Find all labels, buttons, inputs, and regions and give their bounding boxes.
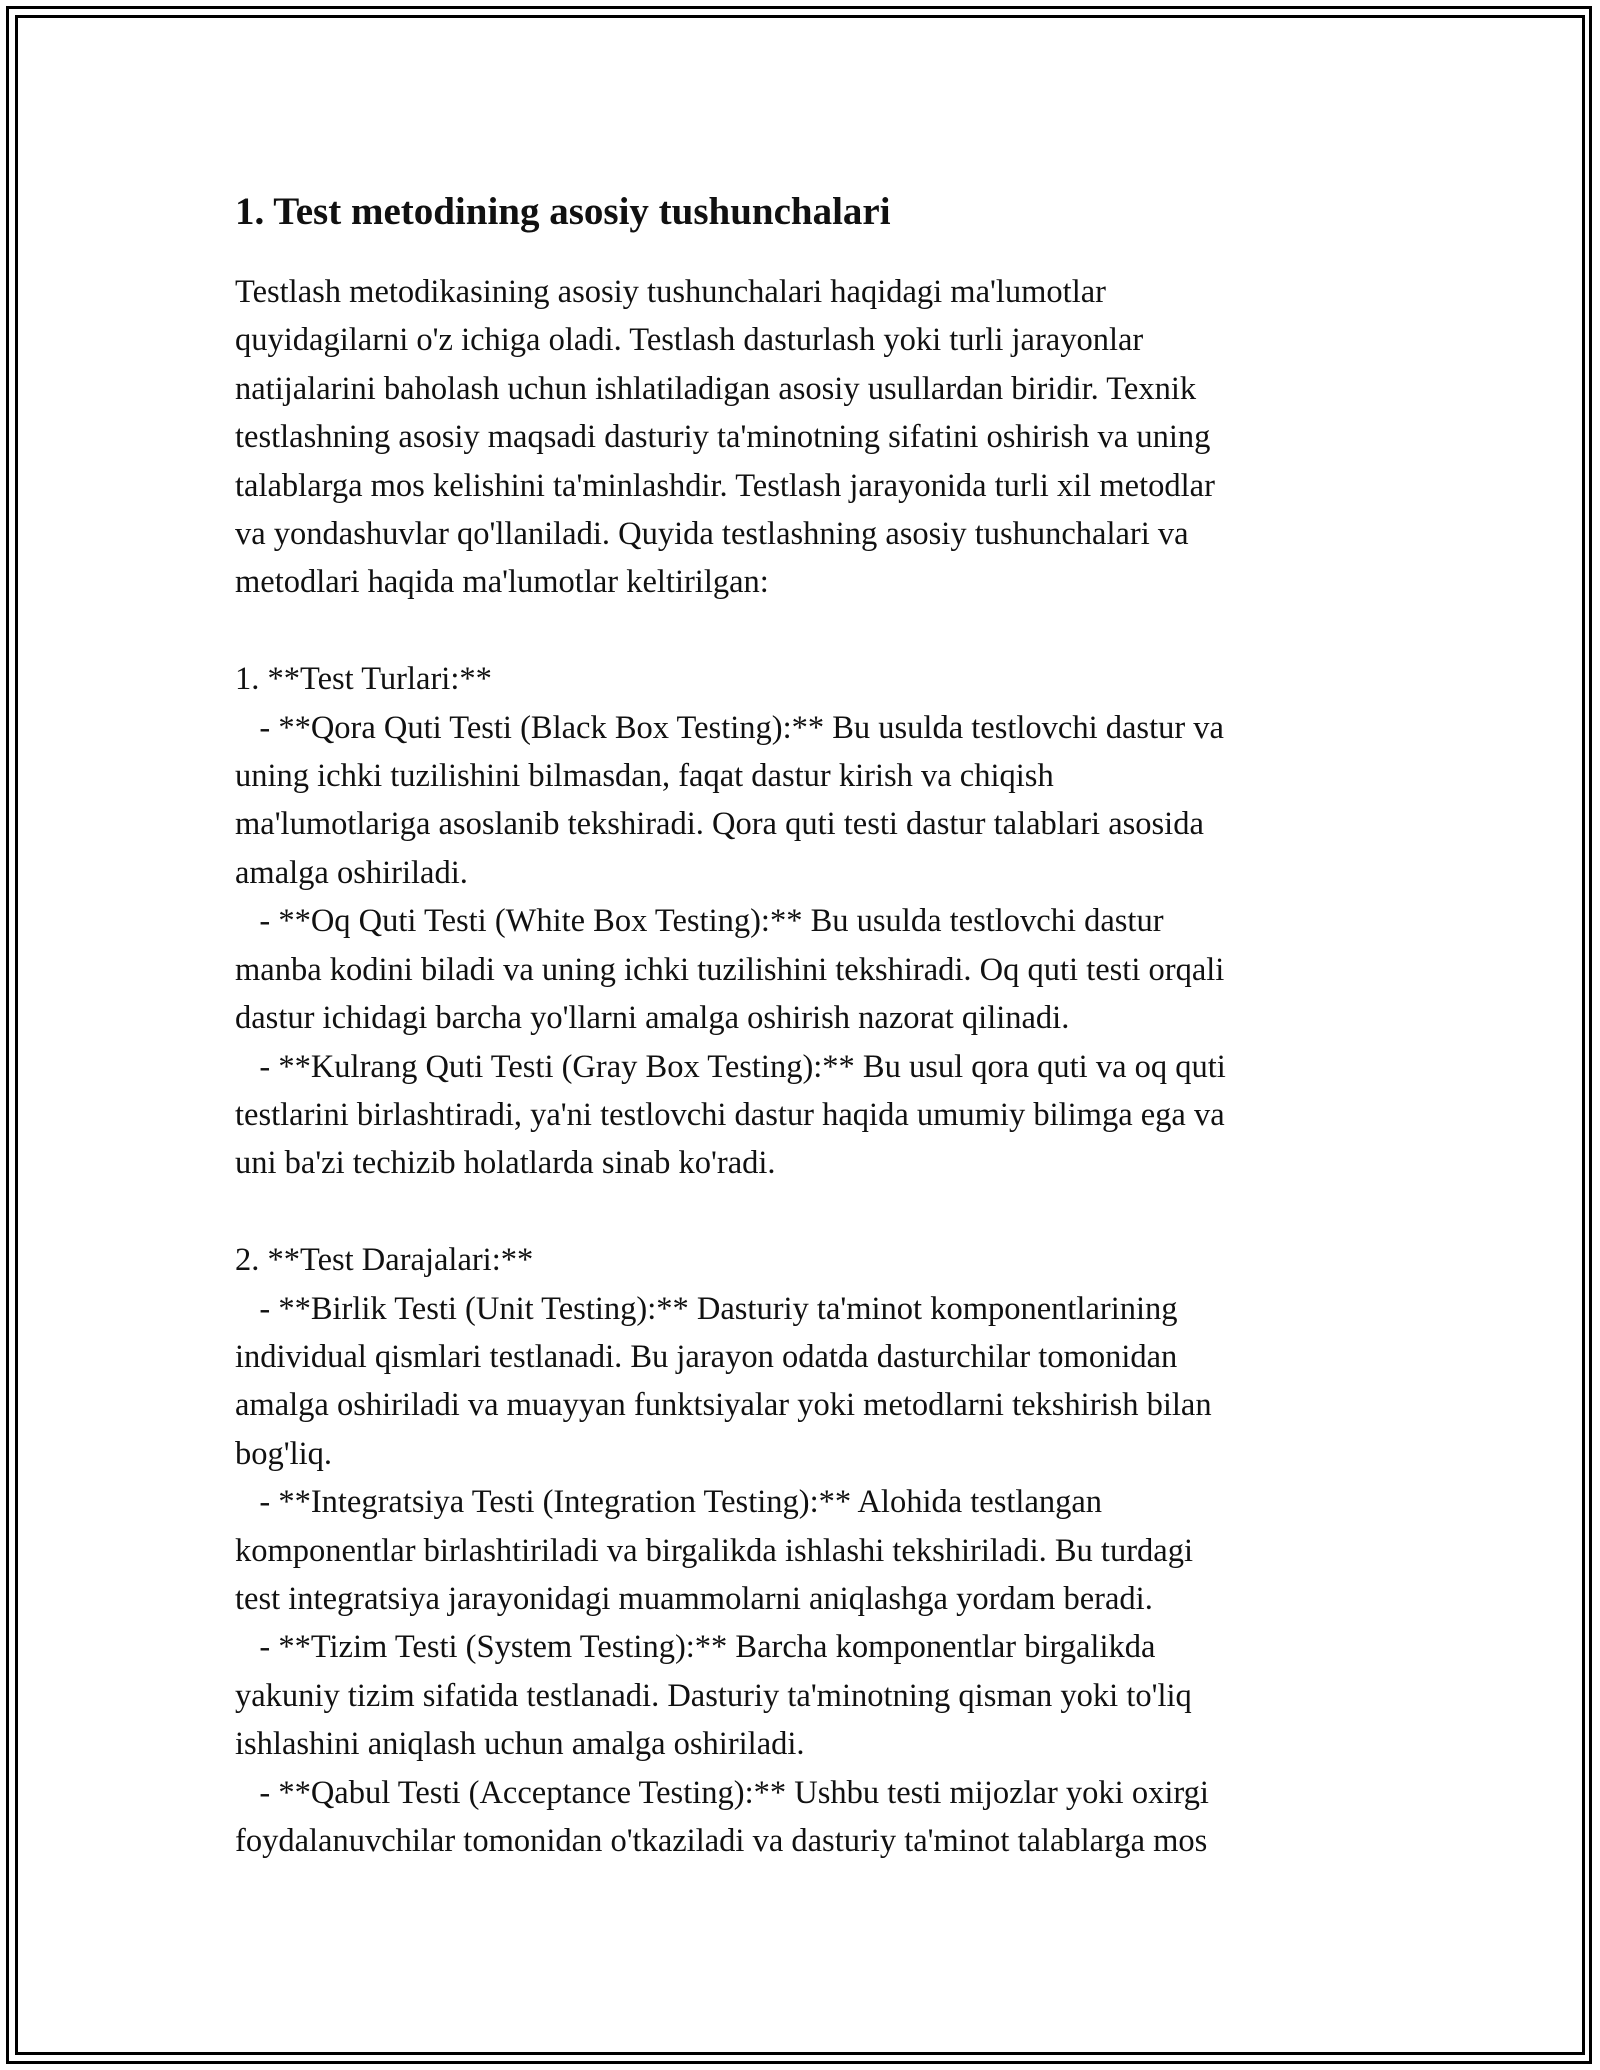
document-body: Testlash metodikasining asosiy tushunchalari haqidagi ma'lumotlar quyidagilarni o'z ichiga oladi. Testlash dasturlash yoki turli jarayonlar natijalarini baholash uchun ishlatiladigan asosiy usullardan biridir. Texnik testlashning asosiy maqsadi dasturiy ta'minotning sifatini oshirish va uning talablarga mos kelishini ta'minlashdir. Testlash jarayonida turli xil metodlar va yondashuvlar qo'llaniladi. Quyida testlashning asosiy tushunchalari va metodlari haqida ma'lumotlar keltirilgan: 1. **Test Turlari:** - **Qora Quti Testi (Black Box Testing):** Bu usulda testlovchi dastur va uning ichki tuzilishini bilmasdan, faqat dastur kirish va chiqish ma'lumotlariga asoslanib tekshiradi. Qora quti testi dastur talablari asosida amalga oshiriladi. - **Oq Quti Testi (White Box Testing):** Bu usulda testlovchi dastur manba kodini biladi va uning ichki tuzilishini tekshiradi. Oq quti testi orqali dastur ichidagi barcha yo'llarni amalga oshirish nazorat qilinadi. - **Kulrang Quti Testi (Gray Box Testing):** Bu usul qora quti va oq quti testlarini birlashtiradi, ya'ni testlovchi dastur haqida umumiy bilimga ega va uni ba'zi techizib holatlarda sinab ko'radi. 2. **Test Darajalari:** - **Birlik Testi (Unit Testing):** Dasturiy ta'minot komponentlarining individual qismlari testlanadi. Bu jarayon odatda dasturchilar tomonidan amalga oshiriladi va muayyan funktsiyalar yoki metodlarni tekshirish bilan bog'liq. - **Integratsiya Testi (Integration Testing):** Alohida testlangan komponentlar birlashtiriladi va birgalikda ishlashi tekshiriladi. Bu turdagi test integratsiya jarayonidagi muammolarni aniqlashga yordam beradi. - **Tizim Testi (System Testing):** Barcha komponentlar birgalikda yakuniy tizim sifatida testlanadi. Dasturiy ta'minotning qisman yoki to'liq ishlashini aniqlash uchun amalga oshiriladi. - **Qabul Testi (Acceptance Testing):** Ushbu testi mijozlar yoki oxirgi foydalanuvchilar tomonidan o'tkaziladi va dasturiy ta'minot talablarga mos	[235, 274, 1226, 1859]
document-title: 1. Test metodining asosiy tushunchalari	[235, 190, 891, 233]
page-content	[235, 186, 1380, 1865]
